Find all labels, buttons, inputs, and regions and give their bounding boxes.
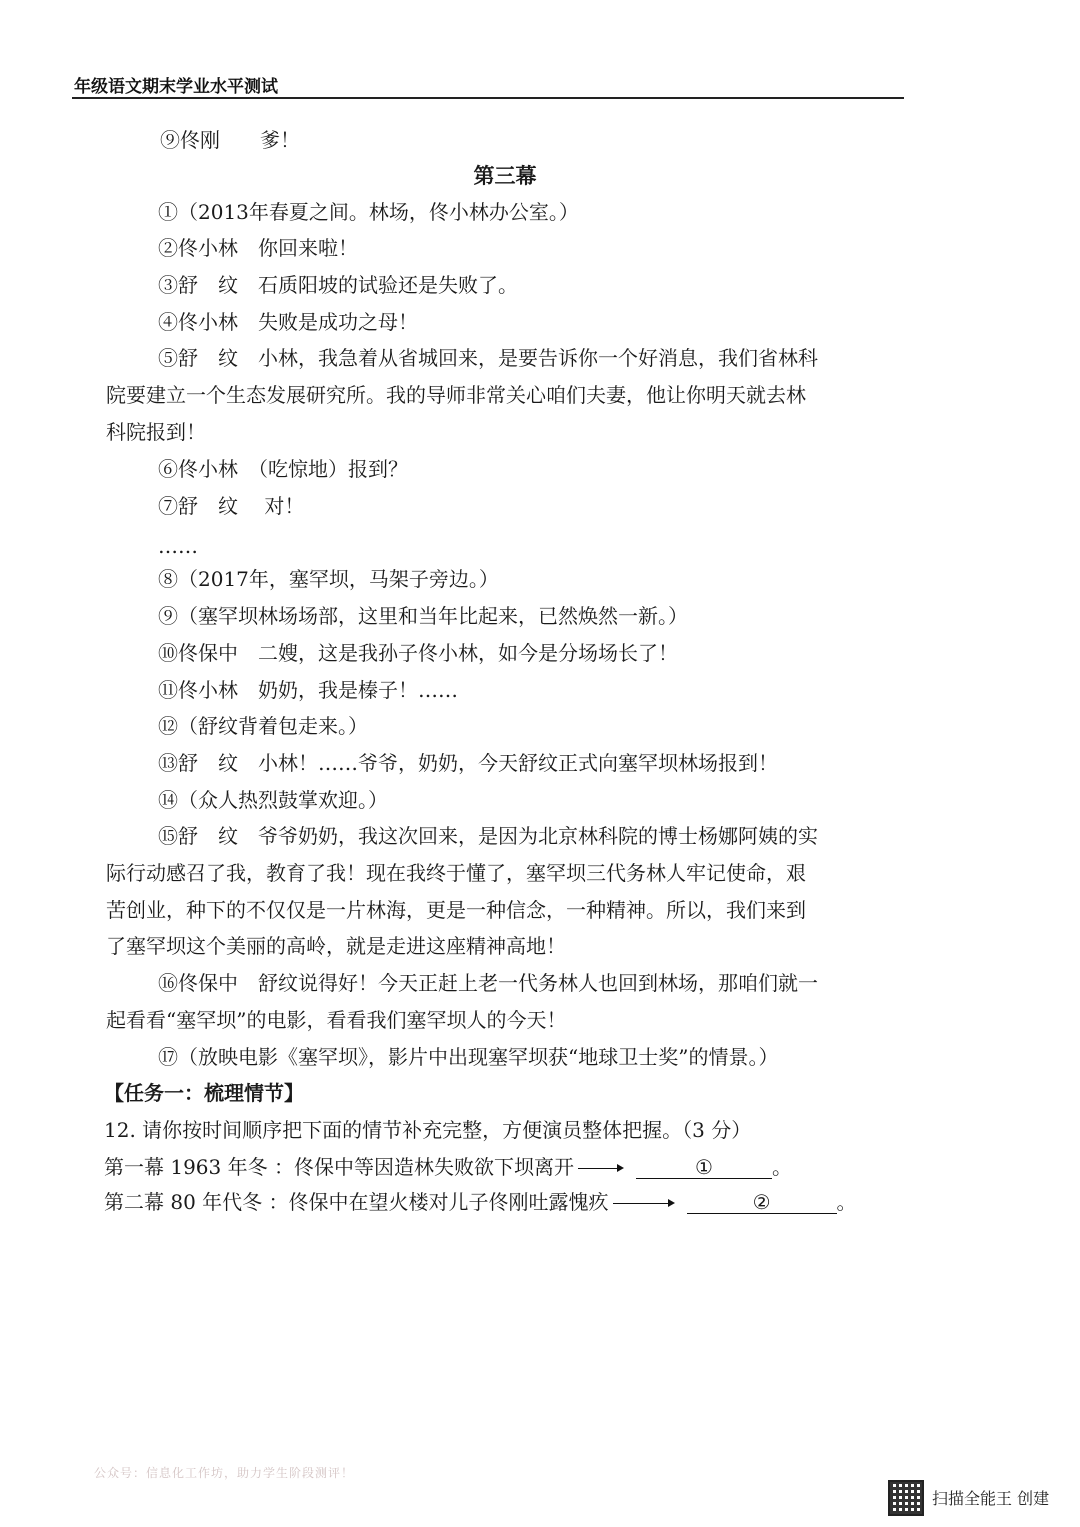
arrow-icon bbox=[578, 1168, 622, 1170]
script-line: ④佟小林 失败是成功之母！ bbox=[158, 310, 418, 334]
script-line: ⑨（塞罕坝林场场部，这里和当年比起来，已然焕然一新。） bbox=[158, 604, 688, 628]
period: 。 bbox=[771, 1155, 792, 1179]
scanner-watermark: 扫描全能王 创建 bbox=[932, 1489, 1050, 1508]
script-line: ⑤舒 纹 小林，我急着从省城回来，是要告诉你一个好消息，我们省林科 bbox=[158, 346, 818, 370]
question-text: 12. 请你按时间顺序把下面的情节补充完整，方便演员整体把握。（3 分） bbox=[104, 1118, 752, 1142]
script-line: ⑧（2017年，塞罕坝，马架子旁边。） bbox=[158, 567, 499, 591]
arrow-icon bbox=[613, 1203, 673, 1205]
ellipsis: …… bbox=[158, 534, 198, 558]
act-title: 第三幕 bbox=[473, 163, 537, 188]
header-title: 年级语文期末学业水平测试 bbox=[74, 77, 278, 97]
answer-blank-1[interactable]: ① bbox=[636, 1156, 772, 1179]
script-line: ⑦舒 纹 对！ bbox=[158, 494, 305, 518]
script-line: 了塞罕坝这个美丽的高岭，就是走进这座精神高地！ bbox=[106, 934, 566, 958]
answer-blank-2[interactable]: ② bbox=[687, 1191, 837, 1214]
script-line: ⑮舒 纹 爷爷奶奶，我这次回来，是因为北京林科院的博士杨娜阿姨的实 bbox=[158, 824, 818, 848]
script-line: ①（2013年春夏之间。林场，佟小林办公室。） bbox=[158, 200, 579, 224]
script-line: ⑯佟保中 舒纹说得好！今天正赶上老一代务林人也回到林场，那咱们就一 bbox=[158, 971, 818, 995]
script-line: ⑩佟保中 二嫂，这是我孙子佟小林，如今是分场场长了！ bbox=[158, 641, 678, 665]
script-line: ⑫（舒纹背着包走来。） bbox=[158, 714, 368, 738]
plot-row-2 bbox=[104, 1190, 857, 1214]
script-line: ⑨佟刚 爹！ bbox=[160, 128, 300, 152]
script-line: ⑰（放映电影《塞罕坝》，影片中出现塞罕坝获“地球卫士奖”的情景。） bbox=[158, 1045, 779, 1069]
script-line: ⑥佟小林 （吃惊地）报到？ bbox=[158, 457, 408, 481]
plot-row-1 bbox=[104, 1155, 792, 1179]
header-rule bbox=[72, 97, 904, 99]
period: 。 bbox=[836, 1190, 857, 1214]
task-label: 【任务一：梳理情节】 bbox=[104, 1081, 304, 1105]
script-line: 苦创业，种下的不仅仅是一片林海，更是一种信念，一种精神。所以，我们来到 bbox=[106, 898, 806, 922]
script-line: ⑪佟小林 奶奶，我是榛子！…… bbox=[158, 678, 458, 702]
script-line: ⑬舒 纹 小林！……爷爷，奶奶，今天舒纹正式向塞罕坝林场报到！ bbox=[158, 751, 778, 775]
script-line: 际行动感召了我，教育了我！现在我终于懂了，塞罕坝三代务林人牢记使命，艰 bbox=[106, 861, 806, 885]
script-line: ②佟小林 你回来啦！ bbox=[158, 236, 358, 260]
plot-row-1-text: 第一幕 1963 年冬 ：佟保中等因造林失败欲下坝离开 bbox=[104, 1155, 574, 1179]
script-line: ⑭（众人热烈鼓掌欢迎。） bbox=[158, 788, 388, 812]
script-line: 院要建立一个生态发展研究所。我的导师非常关心咱们夫妻，他让你明天就去林 bbox=[106, 383, 806, 407]
qr-code-icon bbox=[888, 1480, 924, 1516]
plot-row-2-text: 第二幕 80 年代冬 ：佟保中在望火楼对儿子佟刚吐露愧疚 bbox=[104, 1190, 609, 1214]
script-line: 科院报到！ bbox=[106, 420, 206, 444]
footer-note: 公众号：信息化工作坊，助力学生阶段测评！ bbox=[94, 1466, 355, 1480]
script-line: ③舒 纹 石质阳坡的试验还是失败了。 bbox=[158, 273, 518, 297]
script-line: 起看看“塞罕坝”的电影，看看我们塞罕坝人的今天！ bbox=[106, 1008, 567, 1032]
